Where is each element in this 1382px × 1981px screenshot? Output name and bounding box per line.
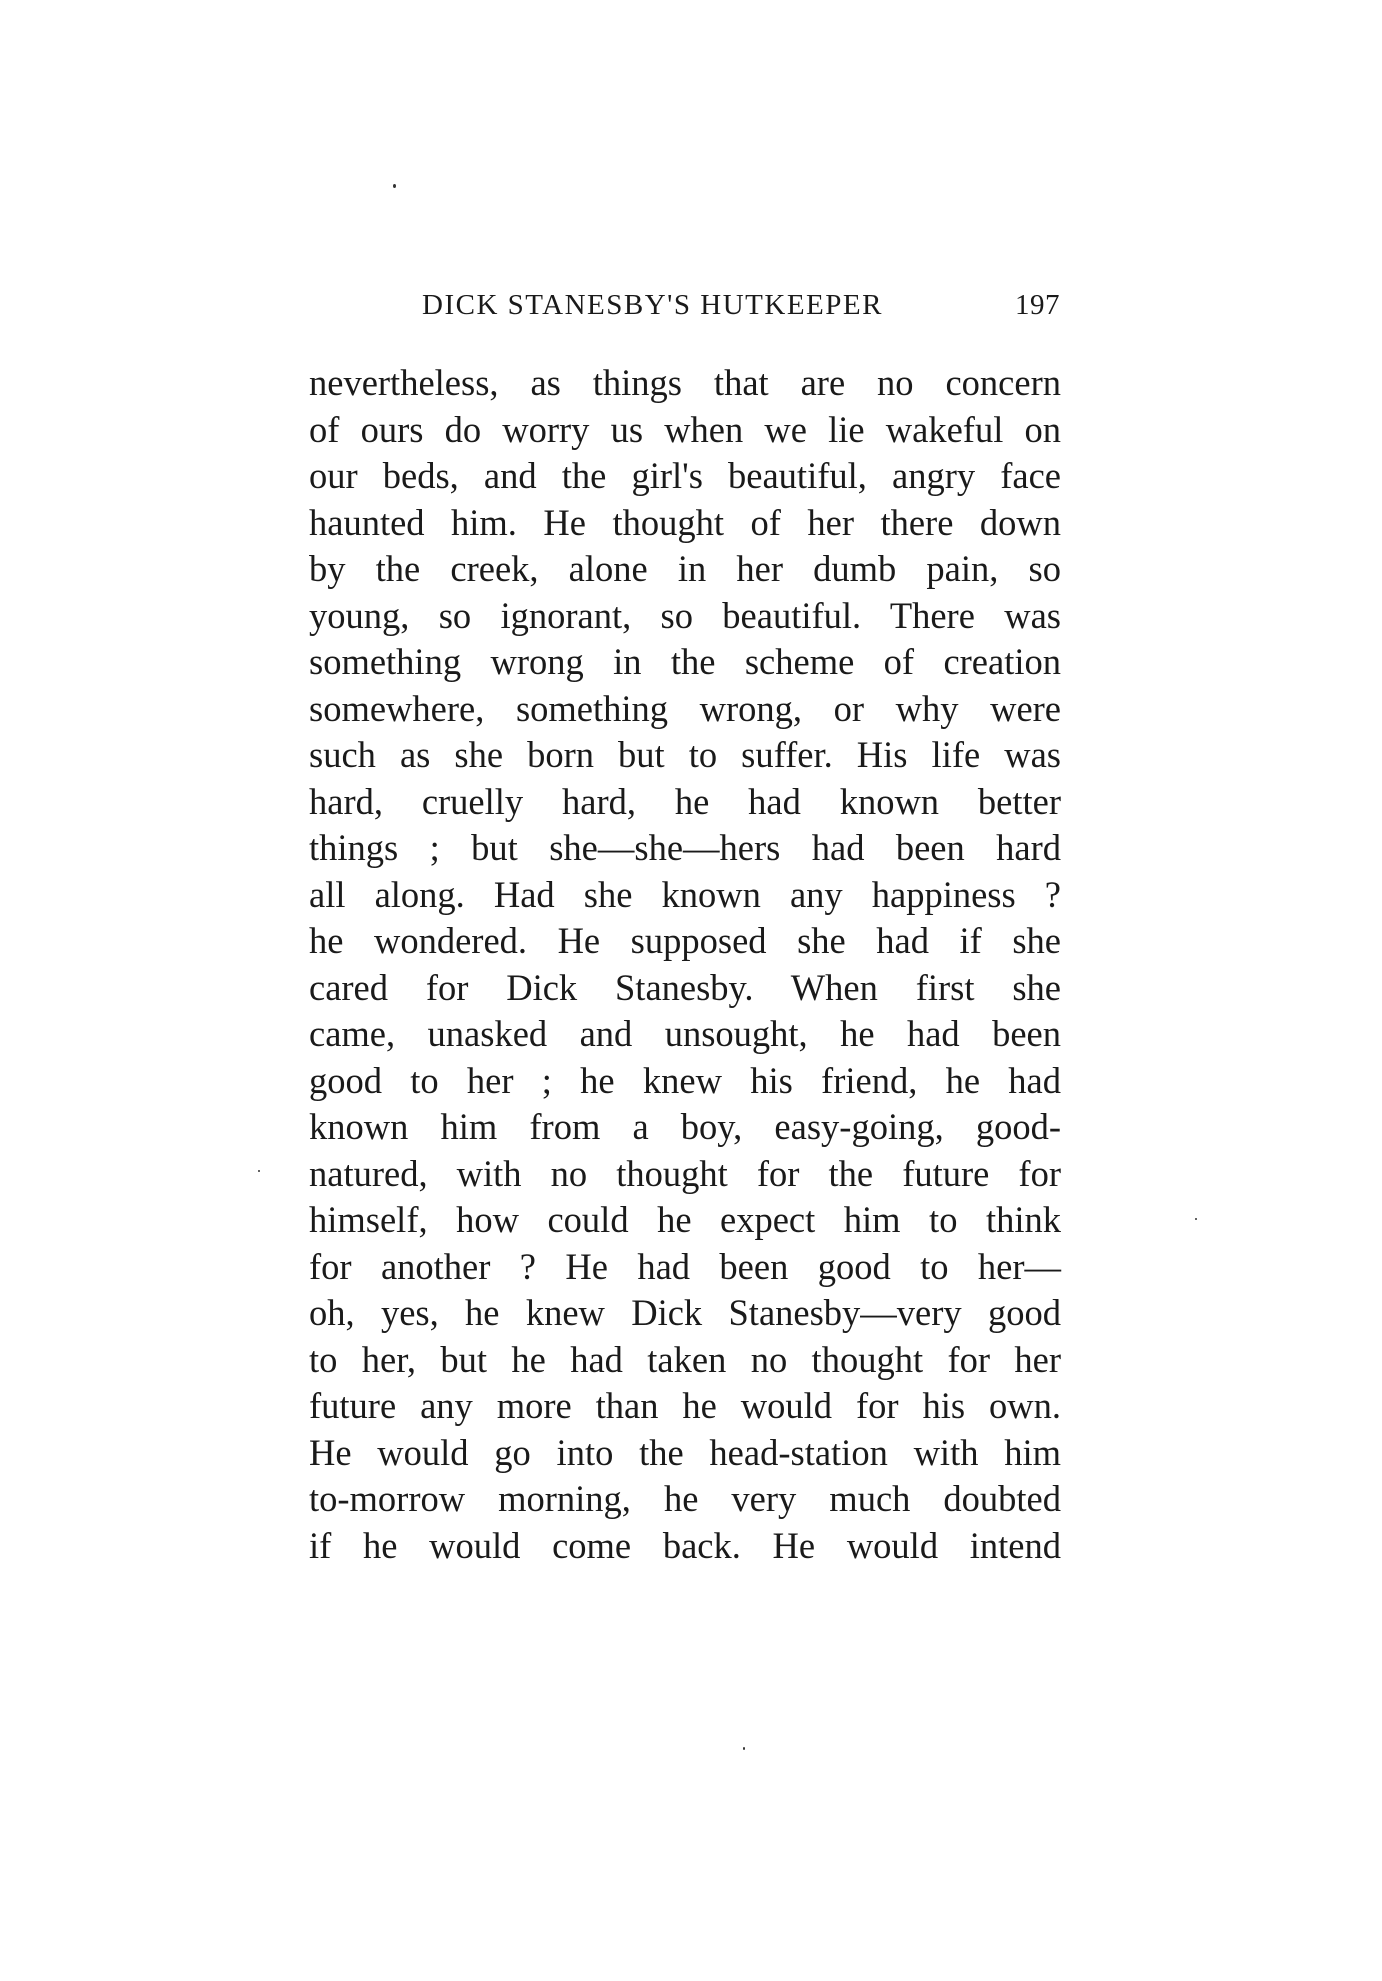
text-line: came, unasked and unsought, he had been bbox=[309, 1013, 1061, 1054]
running-head-title: DICK STANESBY'S HUTKEEPER bbox=[422, 289, 883, 321]
text-line: good to her ; he knew his friend, he had bbox=[309, 1059, 1061, 1101]
text-line: young, so ignorant, so beautiful. There was bbox=[309, 594, 1061, 636]
body-text bbox=[309, 360, 1061, 1569]
text-line: known him from a boy, easy-going, good- bbox=[309, 1106, 1061, 1147]
text-line: to her, but he had taken no thought for her bbox=[309, 1338, 1061, 1380]
text-line: all along. Had she known any happiness ? bbox=[309, 873, 1061, 915]
text-line: cared for Dick Stanesby. When first she bbox=[309, 966, 1061, 1008]
text-line: of ours do worry us when we lie wakeful on bbox=[309, 408, 1061, 450]
text-line: for another ? He had been good to her— bbox=[309, 1245, 1061, 1287]
text-line: He would go into the head-station with him bbox=[309, 1431, 1061, 1473]
text-line: our beds, and the girl's beautiful, angry face bbox=[309, 455, 1061, 496]
print-speck bbox=[743, 1747, 745, 1750]
text-line: he wondered. He supposed she had if she bbox=[309, 920, 1061, 961]
running-head bbox=[390, 285, 1060, 325]
text-line: natured, with no thought for the future for bbox=[309, 1152, 1061, 1194]
text-line: oh, yes, he knew Dick Stanesby—very good bbox=[309, 1292, 1061, 1333]
text-line: to-morrow morning, he very much doubted bbox=[309, 1478, 1061, 1519]
text-line: such as she born but to suffer. His life was bbox=[309, 734, 1061, 775]
text-line: by the creek, alone in her dumb pain, so bbox=[309, 548, 1061, 589]
text-line: haunted him. He thought of her there down bbox=[309, 501, 1061, 543]
text-line: himself, how could he expect him to think bbox=[309, 1199, 1061, 1240]
print-speck bbox=[258, 1170, 260, 1172]
text-line: nevertheless, as things that are no concern bbox=[309, 362, 1061, 403]
text-line: something wrong in the scheme of creation bbox=[309, 641, 1061, 682]
print-speck bbox=[1195, 1218, 1197, 1220]
print-speck bbox=[393, 184, 396, 188]
text-line: things ; but she—she—hers had been hard bbox=[309, 827, 1061, 868]
text-line: somewhere, something wrong, or why were bbox=[309, 687, 1061, 729]
page-number: 197 bbox=[1015, 289, 1060, 321]
text-line: if he would come back. He would intend bbox=[309, 1524, 1061, 1566]
text-line: future any more than he would for his own. bbox=[309, 1385, 1061, 1426]
text-line: hard, cruelly hard, he had known better bbox=[309, 780, 1061, 822]
